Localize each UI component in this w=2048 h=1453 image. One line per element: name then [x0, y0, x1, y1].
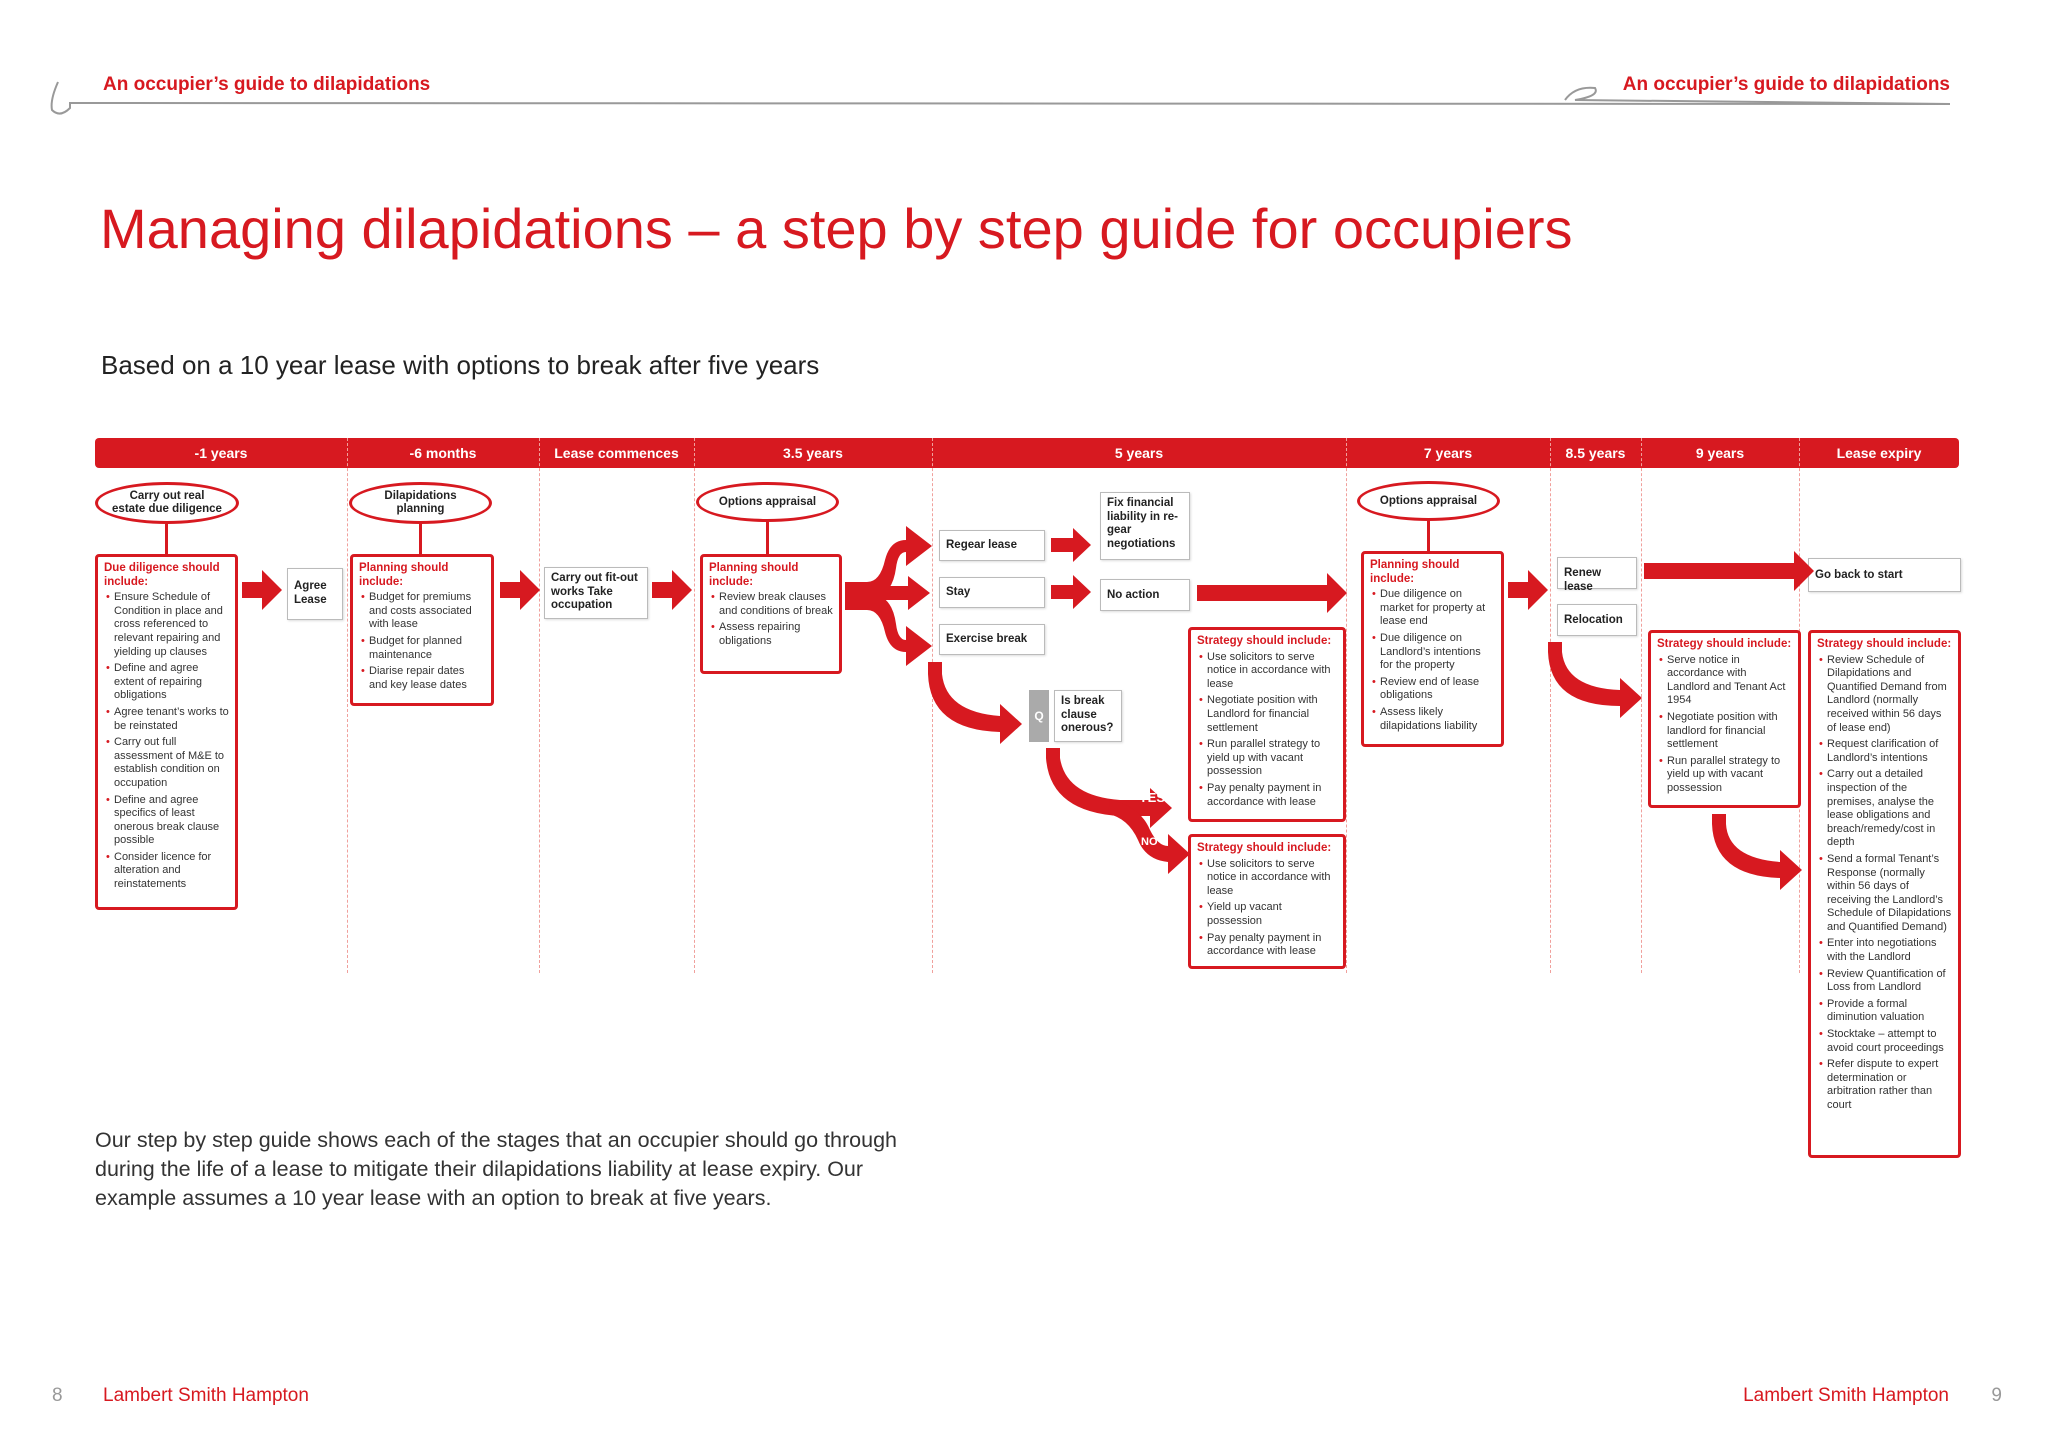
- list-item: • Define and agree specifics of least onerous break clause possible: [114, 794, 229, 848]
- agree-lease-box: Agree Lease: [287, 568, 343, 620]
- list-item: • Due diligence on Landlord’s intentions for the property: [1380, 632, 1495, 673]
- regear-lease-box: Regear lease: [939, 530, 1045, 561]
- box-heading: Strategy should include:: [1197, 635, 1332, 647]
- list-item: • Ensure Schedule of Condition in place and cross referenced to relevant repairing and yielding up clauses: [114, 591, 229, 659]
- list-item: • Carry out full assessment of M&E to establish condition on occupation: [114, 736, 229, 790]
- timeline-segment: -6 months: [409, 445, 477, 461]
- list-item: • Serve notice in accordance with Landlord and Tenant Act 1954: [1667, 654, 1792, 708]
- list-item: • Pay penalty payment in accordance with lease: [1207, 782, 1337, 809]
- fitout-box: Carry out fit-out works Take occupation: [544, 567, 648, 619]
- oval-due-diligence: Carry out real estate due diligence: [95, 482, 239, 524]
- curved-arrow-icon: [1712, 814, 1802, 890]
- box-heading: Strategy should include:: [1197, 842, 1332, 854]
- box-heading: Due diligence should include:: [104, 562, 220, 588]
- arrow-right-icon: [1051, 575, 1091, 609]
- list-item: • Pay penalty payment in accordance with lease: [1207, 932, 1337, 959]
- list-item: • Due diligence on market for property at lease end: [1380, 588, 1495, 629]
- relocation-box: Relocation: [1557, 604, 1637, 636]
- list-item: • Assess repairing obligations: [719, 621, 833, 648]
- list-item: • Refer dispute to expert determination or arbitration rather than court: [1827, 1058, 1952, 1112]
- description-paragraph: Our step by step guide shows each of the stages that an occupier should go through during the life of a lease to mitigate their dilapidations liability at lease expiry. Our example assumes a 10 year lease with an option to break at five years.: [95, 1128, 897, 1210]
- timeline-segment: Lease expiry: [1836, 445, 1922, 461]
- oval-options-appraisal-2: Options appraisal: [1357, 481, 1500, 521]
- break-question-box: Is break clause onerous?: [1054, 690, 1122, 742]
- list-item: • Assess likely dilapidations liability: [1380, 706, 1495, 733]
- page-subtitle: Based on a 10 year lease with options to break after five years: [101, 350, 820, 380]
- stay-box: Stay: [939, 577, 1045, 608]
- list-item: • Review Quantification of Loss from Landlord: [1827, 968, 1952, 995]
- list-item: • Negotiate position with landlord for financial settlement: [1667, 711, 1792, 752]
- curved-arrow-icon: [1046, 748, 1172, 828]
- footer-brand-right: Lambert Smith Hampton: [1743, 1385, 1949, 1406]
- list-item: • Budget for planned maintenance: [369, 635, 485, 662]
- timeline-segment: 5 years: [1114, 445, 1164, 461]
- box-heading: Planning should include:: [359, 562, 449, 588]
- renew-lease-box: Renew lease: [1557, 557, 1637, 589]
- list-item: • Agree tenant’s works to be reinstated: [114, 706, 229, 733]
- arrow-right-icon: [1508, 570, 1548, 610]
- list-item: • Provide a formal diminution valuation: [1827, 998, 1952, 1025]
- box-heading: Strategy should include:: [1657, 638, 1792, 650]
- curved-arrow-icon: [1548, 642, 1642, 718]
- box-heading: Planning should include:: [1370, 559, 1460, 585]
- curved-arrow-icon: [928, 662, 1022, 744]
- list-item: • Run parallel strategy to yield up with vacant possession: [1667, 755, 1792, 796]
- list-item: • Review end of lease obligations: [1380, 676, 1495, 703]
- list-item: • Run parallel strategy to yield up with vacant possession: [1207, 738, 1337, 779]
- oval-options-appraisal-1: Options appraisal: [696, 482, 839, 522]
- list-item: • Review break clauses and conditions of break: [719, 591, 833, 618]
- question-q-icon: Q: [1029, 690, 1049, 742]
- timeline-segment: -1 years: [194, 445, 248, 461]
- list-item: • Enter into negotiations with the Landlord: [1827, 937, 1952, 964]
- fix-financial-box: Fix financial liability in re-gear negotiations: [1100, 492, 1190, 560]
- list-item: • Diarise repair dates and key lease dates: [369, 665, 485, 692]
- page-number-right: 9: [1991, 1385, 2002, 1406]
- list-item: • Send a formal Tenant’s Response (normally within 56 days of receiving the Landlord’s Schedule of Dilapidations and Quantified Demand): [1827, 853, 1952, 935]
- list-item: • Use solicitors to serve notice in accordance with lease: [1207, 651, 1337, 692]
- arrow-right-icon: [652, 570, 692, 610]
- list-item: • Review Schedule of Dilapidations and Quantified Demand from Landlord (normally received within 56 days of lease end): [1827, 654, 1952, 736]
- header-right-title: An occupier’s guide to dilapidations: [1622, 74, 1950, 95]
- list-item: • Consider licence for alteration and reinstatements: [114, 851, 229, 892]
- no-action-box: No action: [1100, 579, 1190, 611]
- list-item: • Define and agree extent of repairing obligations: [114, 662, 229, 703]
- list-item: • Carry out a detailed inspection of the premises, analyse the lease obligations and breach/remedy/cost in depth: [1827, 768, 1952, 850]
- no-label: NO: [1141, 836, 1158, 848]
- list-item: • Yield up vacant possession: [1207, 901, 1337, 928]
- box-heading: Planning should include:: [709, 562, 799, 588]
- list-item: • Negotiate position with Landlord for financial settlement: [1207, 694, 1337, 735]
- list-item: • Use solicitors to serve notice in accordance with lease: [1207, 858, 1337, 899]
- timeline-segment: 7 years: [1423, 445, 1473, 461]
- arrow-right-icon: [1051, 528, 1091, 562]
- arrow-right-icon: [1197, 573, 1347, 613]
- header-left-title: An occupier’s guide to dilapidations: [103, 74, 431, 95]
- list-item: • Stocktake – attempt to avoid court proceedings: [1827, 1028, 1952, 1055]
- footer-brand-left: Lambert Smith Hampton: [103, 1385, 309, 1406]
- arrow-right-icon: [500, 570, 540, 610]
- timeline-segment: 8.5 years: [1565, 445, 1626, 461]
- go-back-to-start-box: Go back to start: [1808, 558, 1961, 592]
- list-item: • Budget for premiums and costs associated with lease: [369, 591, 485, 632]
- yes-label: YES: [1139, 790, 1166, 805]
- timeline-segment: Lease commences: [554, 445, 679, 461]
- page-title: Managing dilapidations – a step by step guide for occupiers: [100, 197, 1573, 260]
- box-heading: Strategy should include:: [1817, 638, 1952, 650]
- page-number-left: 8: [52, 1385, 63, 1406]
- exercise-break-box: Exercise break: [939, 624, 1045, 655]
- arrow-right-icon: [1644, 551, 1814, 591]
- list-item: • Request clarification of Landlord’s intentions: [1827, 738, 1952, 765]
- timeline-segment: 3.5 years: [783, 445, 843, 461]
- timeline-segment: 9 years: [1695, 445, 1745, 461]
- arrow-right-icon: [242, 570, 282, 610]
- oval-dilapidations-planning: Dilapidations planning: [349, 482, 492, 524]
